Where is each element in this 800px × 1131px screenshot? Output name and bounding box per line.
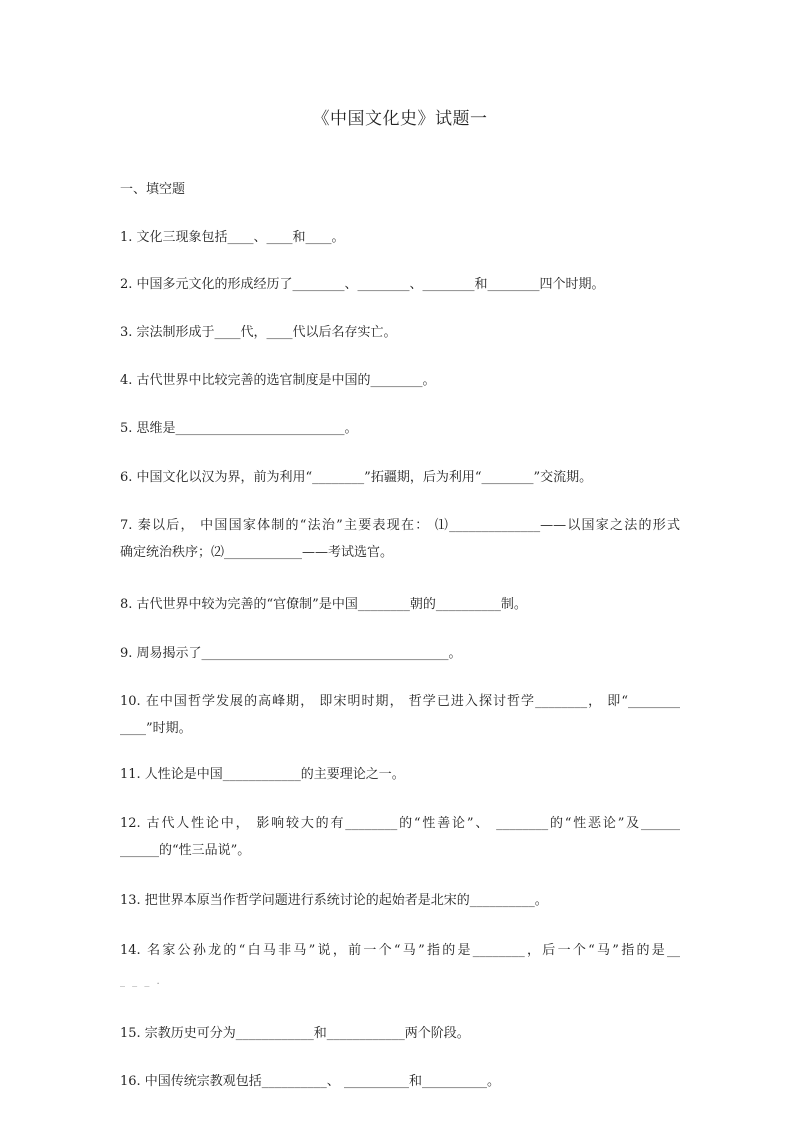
question-line: 1. 文化三现象包括____、____和____。 xyxy=(120,230,345,245)
question-line: 14. 名家公孙龙的“白马非马”说，前一个“马”指的是________，后一个“马”指的是__ xyxy=(120,943,680,958)
question-8 xyxy=(120,591,680,618)
question-4 xyxy=(120,367,680,394)
question-12 xyxy=(120,810,680,864)
question-line: 13. 把世界本原当作哲学问题进行系统讨论的起始者是北宋的__________。 xyxy=(120,893,548,908)
question-10 xyxy=(120,688,680,742)
question-9 xyxy=(120,640,680,667)
question-6 xyxy=(120,464,680,491)
question-5 xyxy=(120,415,680,442)
question-line: 9. 周易揭示了______________________________________。 xyxy=(120,646,462,661)
question-line: ____”时期。 xyxy=(120,721,192,736)
question-3 xyxy=(120,319,680,346)
question-line: 10. 在中国哲学发展的高峰期， 即宋明时期， 哲学已进入探讨哲学________， 即“________ xyxy=(120,694,680,709)
question-15 xyxy=(120,1020,680,1047)
question-7 xyxy=(120,512,680,566)
question-11 xyxy=(120,761,680,788)
question-line: 3. 宗法制形成于____代，____代以后名存实亡。 xyxy=(120,325,397,340)
question-13 xyxy=(120,887,680,914)
question-14 xyxy=(120,937,680,995)
question-1 xyxy=(120,224,680,251)
question-line: _ _ _ . xyxy=(120,976,162,987)
question-2 xyxy=(120,271,680,298)
question-line: 4. 古代世界中比较完善的选官制度是中国的________。 xyxy=(120,373,436,388)
question-line: 16. 中国传统宗教观包括__________、 __________和__________。 xyxy=(120,1074,500,1089)
question-line: 11. 人性论是中国____________的主要理论之一。 xyxy=(120,767,405,782)
question-line: 5. 思维是__________________________。 xyxy=(120,421,358,436)
question-line: ______的“性三品说”。 xyxy=(120,843,251,858)
document-title: 《中国文化史》试题一 xyxy=(312,109,488,129)
question-line: 7. 秦以后， 中国国家体制的“法治”主要表现在： ⑴______________——以国家之法的形式 xyxy=(120,518,680,533)
question-16 xyxy=(120,1068,680,1095)
question-line: 6. 中国文化以汉为界，前为利用“________”拓疆期，后为利用“________”交流期。 xyxy=(120,470,593,485)
question-line: 8. 古代世界中较为完善的“官僚制”是中国________朝的__________制。 xyxy=(120,597,527,612)
question-line: 12. 古代人性论中， 影响较大的有________的“性善论”、 ________的“性恶论”及______ xyxy=(120,816,680,831)
section-heading: 一、填空题 xyxy=(120,182,186,197)
question-line: 确定统治秩序；⑵____________——考试选官。 xyxy=(120,545,394,560)
question-line: 15. 宗教历史可分为____________和____________两个阶段。 xyxy=(120,1026,470,1041)
question-line: 2. 中国多元文化的形成经历了________、________、________和________四个时期。 xyxy=(120,277,605,292)
